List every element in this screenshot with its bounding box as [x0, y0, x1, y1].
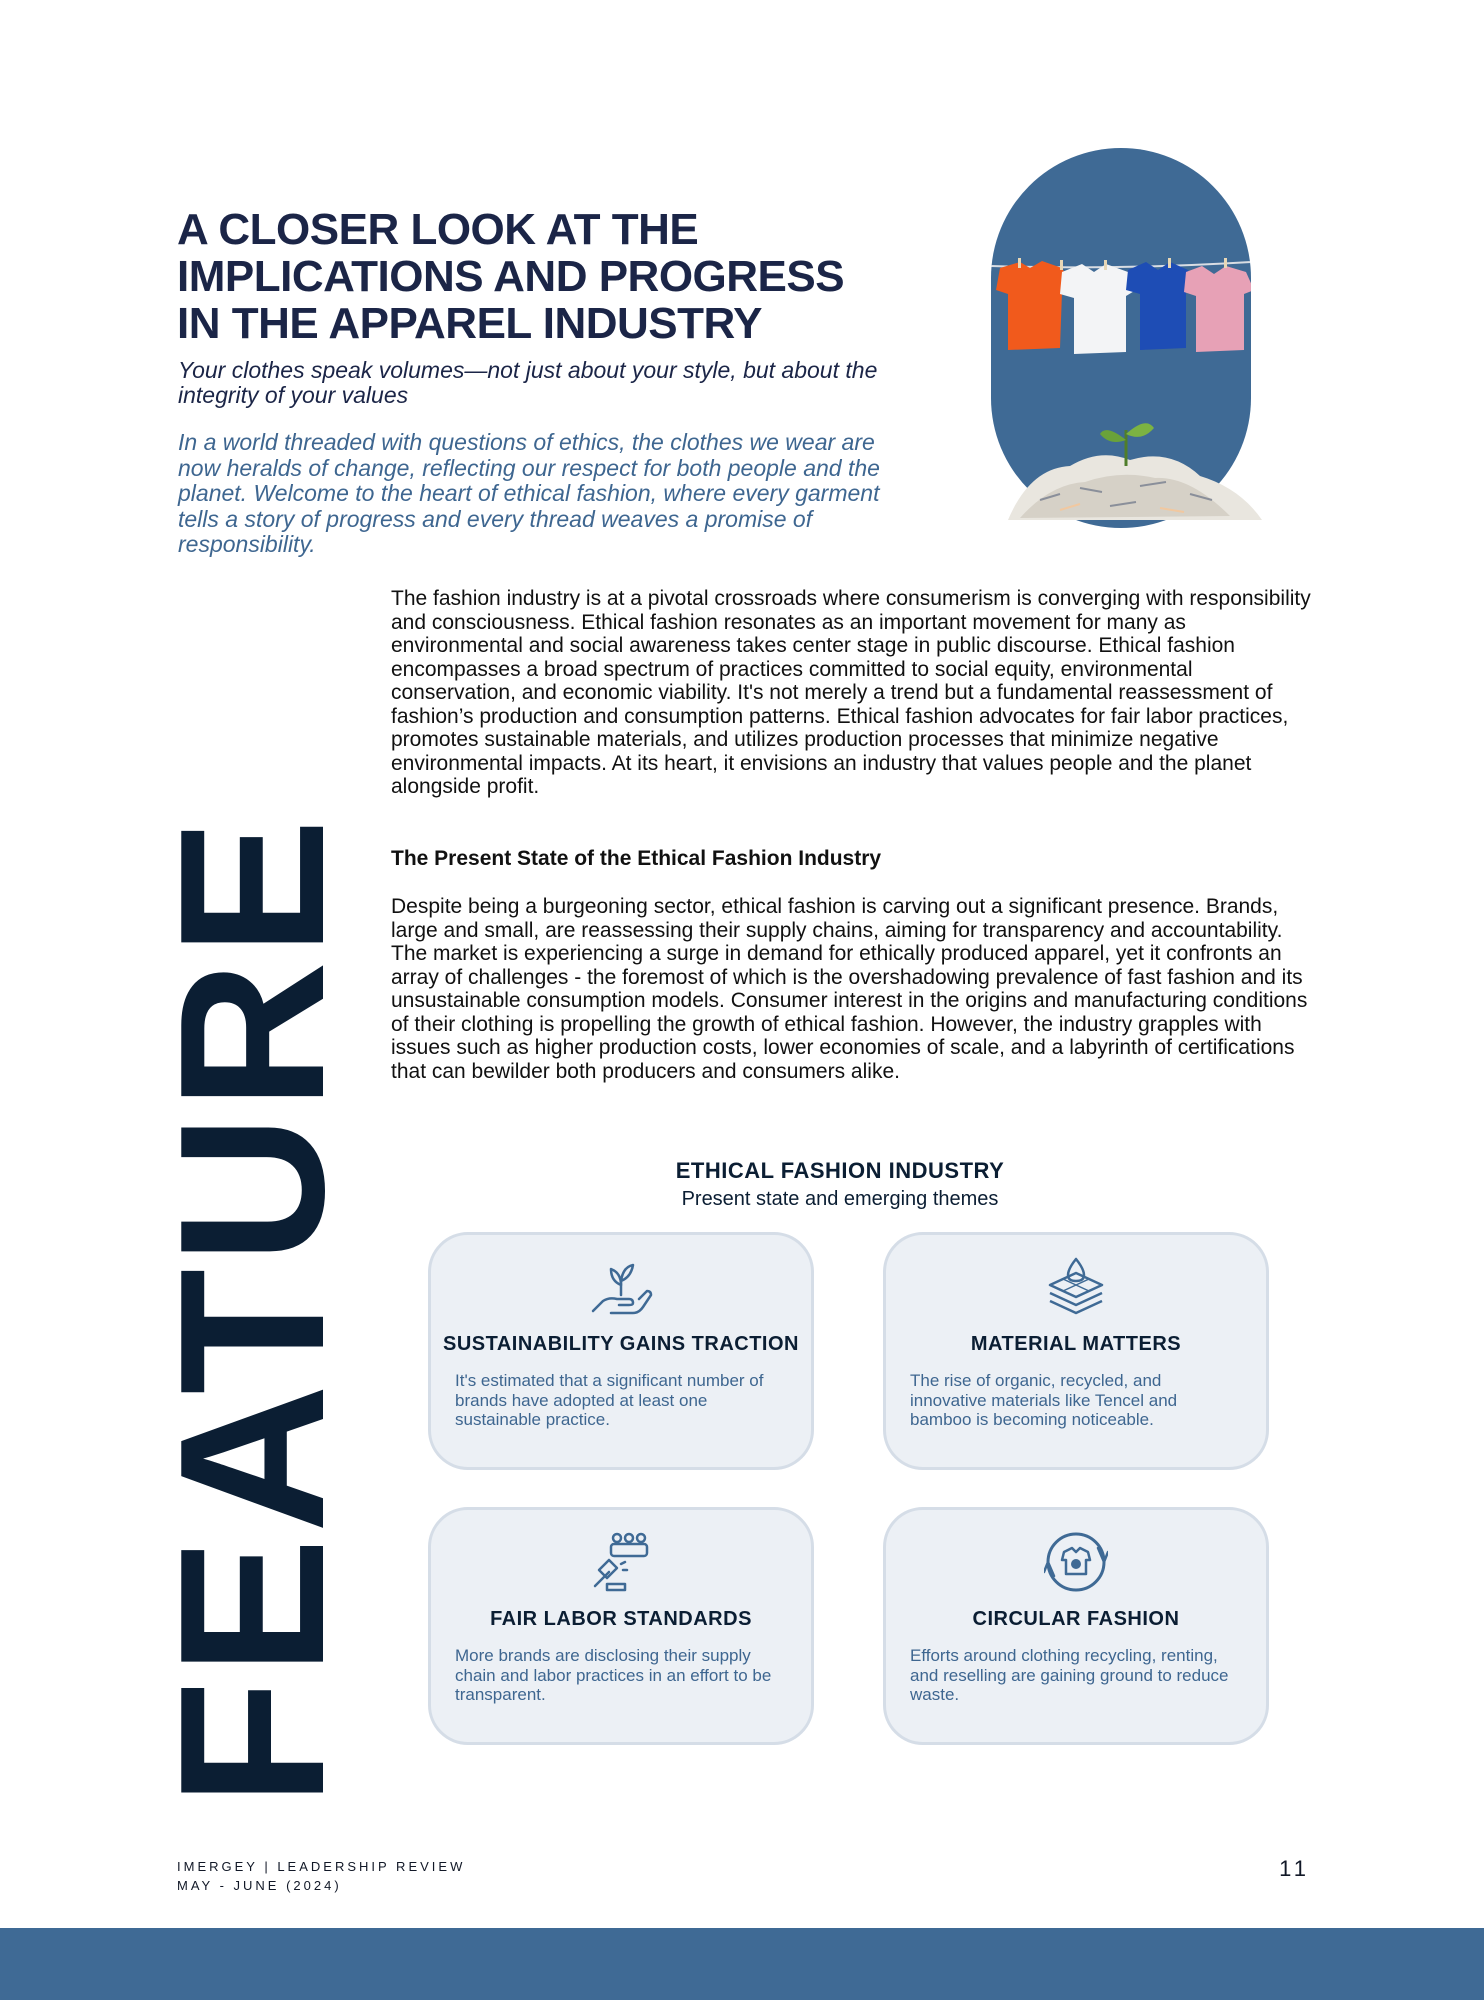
card-material: [883, 1232, 1269, 1470]
publication-name: IMERGEY | LEADERSHIP REVIEW: [177, 1859, 466, 1874]
article-intro: In a world threaded with questions of ethics, the clothes we wear are now heralds of change, reflecting our respect for both people and the planet. Welcome to the heart of ethical fashion, where every garment tells a story of progress and every thread weaves a promise of responsibility.: [178, 429, 880, 557]
card-circular: [883, 1507, 1269, 1745]
card-text: Efforts around clothing recycling, renting, and reselling are gaining ground to reduce waste.: [910, 1646, 1229, 1704]
card-sustainability: [428, 1232, 814, 1470]
hand-sprout-icon: [589, 1255, 653, 1319]
card-title: MATERIAL MATTERS: [970, 1333, 1182, 1355]
circular-shirt-icon: [1044, 1530, 1108, 1594]
card-text: The rise of organic, recycled, and innovative materials like Tencel and bamboo is becoming noticeable.: [910, 1371, 1178, 1429]
feature-side-label: FEATURE: [137, 813, 367, 1807]
article-title: A CLOSER LOOK AT THE IMPLICATIONS AND PROGRESS IN THE APPAREL INDUSTRY: [177, 205, 845, 348]
infographic-subtitle: Present state and emerging themes: [681, 1188, 999, 1210]
gavel-people-icon: [589, 1530, 653, 1594]
footer-publication: [177, 1857, 465, 1895]
card-text: More brands are disclosing their supply chain and labor practices in an effort to be transparent.: [455, 1646, 772, 1704]
section-heading: The Present State of the Ethical Fashion Industry: [391, 847, 882, 870]
issue-date: MAY - JUNE (2024): [177, 1878, 342, 1893]
card-text: It's estimated that a significant number of brands have adopted at least one sustainable practice.: [455, 1371, 764, 1429]
article-subtitle: Your clothes speak volumes—not just about your style, but about the integrity of your values: [178, 357, 878, 408]
card-title: FAIR LABOR STANDARDS: [490, 1608, 752, 1630]
paragraph-present-state: Despite being a burgeoning sector, ethical fashion is carving out a significant presence. Brands, large and small, are reassessing their supply chains, aiming for transparency and accountability. The market is experiencing a surge in demand for ethically produced apparel, yet it confronts an array of challenges - the foremost of which is the overshadowing prevalence of fast fashion and its unsustainable consumption models. Consumer interest in the origins and manufacturing conditions of their clothing is propelling the growth of ethical fashion. However, the industry grapples with issues such as higher production costs, lower economies of scale, and a labyrinth of certifications that can bewilder both producers and consumers alike.: [391, 895, 1308, 1083]
card-title: SUSTAINABILITY GAINS TRACTION: [443, 1333, 799, 1355]
infographic-title: ETHICAL FASHION INDUSTRY: [675, 1158, 1005, 1183]
card-title: CIRCULAR FASHION: [972, 1608, 1180, 1630]
footer-bar: [0, 1928, 1484, 2000]
paragraph-intro-body: The fashion industry is at a pivotal crossroads where consumerism is converging with responsibility and consciousness. Ethical fashion resonates as an important movement for many as environmental and social awareness takes center stage in public discourse. Ethical fashion encompasses a broad spectrum of practices committed to social equity, environmental conservation, and economic viability. It's not merely a trend but a fundamental reassessment of fashion’s production and consumption patterns. Ethical fashion advocates for fair labor practices, promotes sustainable materials, and utilizes production processes that minimize negative environmental impacts. At its heart, it envisions an industry that values people and the planet alongside profit.: [391, 587, 1311, 798]
clothesline-illustration: [990, 148, 1262, 528]
fabric-layers-icon: [1044, 1255, 1108, 1319]
page-number: 11: [1279, 1856, 1310, 1881]
card-fair-labor: [428, 1507, 814, 1745]
